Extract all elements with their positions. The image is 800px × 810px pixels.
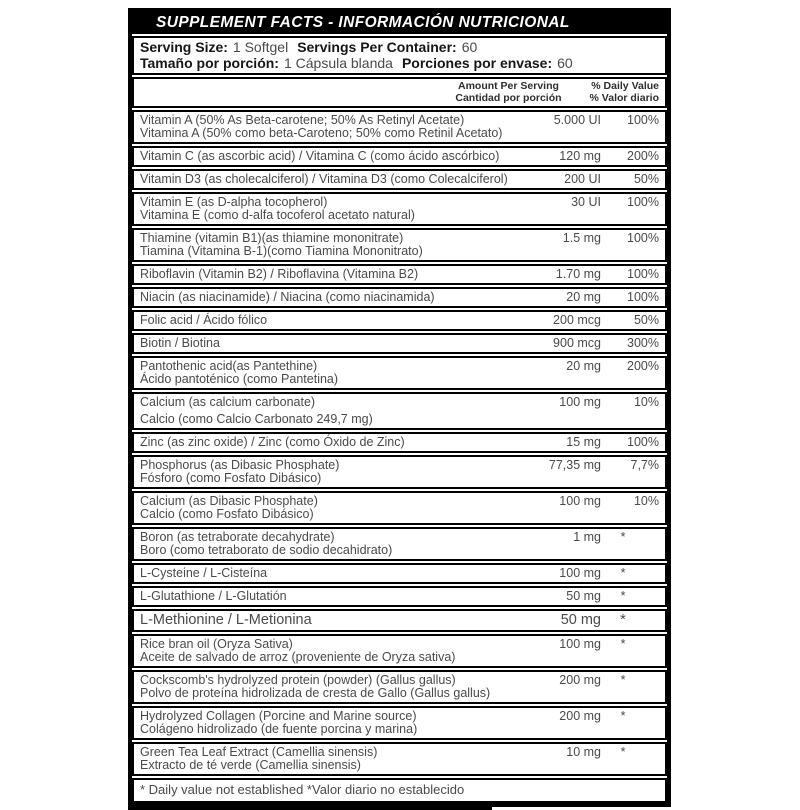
nutrient-name-line1: Vitamin D3 (as cholecalciferol) / Vitamina D3 (como Colecalciferol) bbox=[140, 172, 508, 186]
nutrient-row bbox=[132, 146, 667, 167]
nutrient-name-line1: Calcium (as Dibasic Phosphate) bbox=[140, 494, 318, 508]
nutrient-daily-value: 200% bbox=[627, 359, 659, 373]
nutrient-daily-value: 50% bbox=[633, 172, 659, 186]
nutrient-amount: 900 mcg bbox=[553, 336, 601, 350]
column-header-dv-en: % Daily Value bbox=[591, 80, 659, 92]
nutrient-name-line1: Vitamin C (as ascorbic acid) / Vitamina C (como ácido ascórbico) bbox=[140, 149, 500, 163]
nutrient-amount: 30 UI bbox=[571, 195, 601, 209]
nutrient-name-line1: Vitamin E (as D-alpha tocopherol) bbox=[140, 195, 328, 209]
nutrient-amount: 120 mg bbox=[559, 149, 601, 163]
nutrient-amount: 5.000 UI bbox=[553, 113, 601, 127]
nutrient-daily-value: * bbox=[620, 566, 626, 580]
column-header-amount-en: Amount Per Serving bbox=[457, 80, 559, 92]
nutrient-amount: 100 mg bbox=[559, 395, 601, 409]
nutrient-amount: 1 mg bbox=[573, 530, 601, 544]
nutrient-name-line2: Vitamina E (como d-alfa tocoferol acetato natural) bbox=[140, 208, 415, 222]
nutrient-name bbox=[140, 674, 523, 700]
nutrient-daily-value: * bbox=[620, 530, 626, 544]
nutrient-name bbox=[140, 196, 523, 222]
nutrient-daily-value: * bbox=[620, 637, 626, 651]
nutrient-amount: 100 mg bbox=[559, 566, 601, 580]
nutrient-row bbox=[132, 742, 667, 776]
nutrient-amount: 50 mg bbox=[566, 589, 601, 603]
nutrient-name-line1: Boron (as tetraborate decahydrate) bbox=[140, 530, 335, 544]
nutrient-name bbox=[140, 232, 523, 258]
nutrient-daily-value: 100% bbox=[627, 231, 659, 245]
nutrient-daily-value: * bbox=[620, 612, 626, 628]
nutrient-daily-value: * bbox=[620, 709, 626, 723]
servings-per-container-value-es: 60 bbox=[557, 54, 573, 71]
nutrient-row bbox=[132, 563, 667, 584]
nutrient-name bbox=[140, 567, 523, 580]
serving-size-value-en: 1 Softgel bbox=[232, 39, 289, 55]
nutrient-name-line1: Calcium (as calcium carbonate) bbox=[140, 395, 316, 409]
nutrient-name bbox=[140, 314, 523, 327]
nutrient-amount: 20 mg bbox=[566, 290, 601, 304]
nutrient-row bbox=[132, 169, 667, 190]
nutrient-amount: 15 mg bbox=[566, 435, 601, 449]
nutrient-name-line1: L-Glutathione / L-Glutatión bbox=[140, 589, 287, 603]
nutrient-amount: 10 mg bbox=[566, 745, 601, 759]
nutrient-name-line2: Calcio (como Fosfato Dibásico) bbox=[140, 507, 314, 521]
nutrient-row bbox=[132, 609, 667, 632]
nutrient-daily-value: 7,7% bbox=[630, 458, 659, 472]
nutrient-name bbox=[140, 436, 523, 449]
nutrient-name-line1: Rice bran oil (Oryza Sativa) bbox=[140, 637, 293, 651]
nutrient-name bbox=[140, 495, 523, 521]
nutrient-name bbox=[140, 531, 523, 557]
nutrient-amount: 200 UI bbox=[564, 172, 601, 186]
supplement-facts-label bbox=[128, 8, 671, 807]
column-header-amount bbox=[455, 81, 561, 104]
nutrient-row bbox=[132, 432, 667, 453]
nutrient-amount: 50 mg bbox=[560, 612, 601, 628]
nutrient-amount: 1.5 mg bbox=[562, 231, 601, 245]
nutrient-daily-value: 200% bbox=[627, 149, 659, 163]
nutrient-name bbox=[140, 590, 523, 603]
column-header-daily-value bbox=[590, 81, 659, 104]
serving-size-label-es: Tamaño por porción: bbox=[140, 54, 279, 71]
nutrient-name-line1: Niacin (as niacinamide) / Niacina (como niacinamida) bbox=[140, 290, 435, 304]
nutrient-amount: 100 mg bbox=[559, 494, 601, 508]
servings-per-container-label-en: Servings Per Container: bbox=[297, 39, 457, 55]
nutrient-row bbox=[132, 634, 667, 668]
nutrient-daily-value: * bbox=[620, 589, 626, 603]
serving-size-label-en: Serving Size: bbox=[140, 39, 228, 55]
nutrient-name-line1: Cockscomb's hydrolyzed protein (powder) (Gallus gallus) bbox=[140, 673, 456, 687]
nutrient-daily-value: 100% bbox=[627, 435, 659, 449]
nutrient-name bbox=[140, 613, 523, 628]
nutrient-daily-value: 100% bbox=[627, 113, 659, 127]
nutrient-row bbox=[132, 110, 667, 144]
column-header-amount-es: Cantidad por porción bbox=[455, 91, 562, 104]
nutrient-name-line1: Thiamine (vitamin B1)(as thiamine mononitrate) bbox=[140, 231, 404, 245]
nutrient-daily-value: 10% bbox=[633, 395, 659, 409]
nutrient-name bbox=[140, 150, 523, 163]
label-title: SUPPLEMENT FACTS - INFORMACIÓN NUTRICIONAL bbox=[132, 12, 667, 34]
nutrient-name-line2: Ácido pantoténico (como Pantetina) bbox=[140, 372, 339, 386]
nutrient-name-line2: Aceite de salvado de arroz (proveniente de Oryza sativa) bbox=[140, 650, 456, 664]
nutrient-name-line1: L-Cysteine / L-Cisteína bbox=[140, 566, 268, 580]
nutrient-amount: 1.70 mg bbox=[555, 267, 601, 281]
servings-per-container-label-es: Porciones por envase: bbox=[401, 54, 553, 71]
nutrient-name-line2: Extracto de té verde (Camellia sinensis) bbox=[140, 758, 361, 772]
nutrient-name bbox=[140, 291, 523, 304]
nutrient-row bbox=[132, 333, 667, 354]
nutrient-name-line1: L-Methionine / L-Metionina bbox=[140, 612, 312, 628]
nutrient-row bbox=[132, 310, 667, 331]
serving-info-box bbox=[132, 36, 667, 75]
nutrient-row bbox=[132, 287, 667, 308]
nutrient-daily-value: 10% bbox=[633, 494, 659, 508]
nutrient-daily-value: 100% bbox=[627, 290, 659, 304]
nutrient-amount: 200 mg bbox=[559, 709, 601, 723]
column-header-dv-es: % Valor diario bbox=[589, 91, 659, 104]
nutrient-name-line1: Zinc (as zinc oxide) / Zinc (como Óxido de Zinc) bbox=[140, 435, 405, 449]
nutrient-name-line2: Vitamina A (50% como beta-Caroteno; 50% como Retinil Acetato) bbox=[140, 126, 503, 140]
nutrient-daily-value: * bbox=[620, 745, 626, 759]
nutrient-amount: 200 mcg bbox=[553, 313, 601, 327]
nutrient-daily-value: 100% bbox=[627, 267, 659, 281]
serving-line-es bbox=[140, 56, 659, 72]
servings-per-container-value-en: 60 bbox=[461, 39, 478, 55]
nutrient-name bbox=[140, 710, 523, 736]
nutrient-name bbox=[140, 268, 523, 281]
nutrient-name-line1: Folic acid / Ácido fólico bbox=[140, 313, 268, 327]
nutrient-row bbox=[132, 527, 667, 561]
serving-line-en bbox=[140, 40, 659, 56]
nutrient-daily-value: 300% bbox=[627, 336, 659, 350]
nutrient-name-line1: Green Tea Leaf Extract (Camellia sinensis) bbox=[140, 745, 378, 759]
nutrient-name bbox=[140, 459, 523, 485]
nutrient-daily-value: * bbox=[620, 673, 626, 687]
nutrient-name bbox=[140, 746, 523, 772]
nutrient-row bbox=[132, 192, 667, 226]
nutrient-row bbox=[132, 586, 667, 607]
nutrient-row bbox=[132, 356, 667, 390]
nutrient-name bbox=[140, 114, 523, 140]
nutrient-name-line1: Vitamin A (50% As Beta-carotene; 50% As Retinyl Acetate) bbox=[140, 113, 465, 127]
nutrient-name-line1: Riboflavin (Vitamin B2) / Riboflavina (Vitamina B2) bbox=[140, 267, 419, 281]
nutrient-name-line1: Biotin / Biotina bbox=[140, 336, 220, 350]
nutrient-amount: 20 mg bbox=[566, 359, 601, 373]
nutrient-amount: 200 mg bbox=[559, 673, 601, 687]
nutrient-name-line2: Polvo de proteína hidrolizada de cresta de Gallo (Gallus gallus) bbox=[140, 686, 491, 700]
nutrient-name bbox=[140, 173, 523, 186]
nutrient-name-line2: Fósforo (como Fosfato Dibásico) bbox=[140, 471, 322, 485]
nutrient-name-line2: Tiamina (Vitamina B-1)(como Tiamina Mononitrato) bbox=[140, 244, 423, 258]
nutrient-name bbox=[140, 396, 523, 426]
label-bottom-edge bbox=[128, 804, 492, 810]
nutrient-row bbox=[132, 392, 667, 430]
nutrient-name bbox=[140, 638, 523, 664]
nutrient-amount: 77,35 mg bbox=[548, 458, 601, 472]
nutrient-name-line2: Calcio (como Calcio Carbonato 249,7 mg) bbox=[140, 412, 373, 426]
nutrient-name bbox=[140, 337, 523, 350]
nutrient-name-line1: Pantothenic acid(as Pantethine) bbox=[140, 359, 318, 373]
nutrient-name bbox=[140, 360, 523, 386]
nutrient-amount: 100 mg bbox=[559, 637, 601, 651]
nutrient-row bbox=[132, 264, 667, 285]
nutrient-row bbox=[132, 228, 667, 262]
column-headers-box bbox=[132, 77, 667, 108]
nutrient-name-line2: Colágeno hidrolizado (de fuente porcina y marina) bbox=[140, 722, 418, 736]
nutrient-name-line1: Phosphorus (as Dibasic Phosphate) bbox=[140, 458, 340, 472]
nutrient-row bbox=[132, 706, 667, 740]
nutrient-row bbox=[132, 455, 667, 489]
nutrient-row bbox=[132, 670, 667, 704]
nutrient-name-line2: Boro (como tetraborato de sodio decahidrato) bbox=[140, 543, 393, 557]
nutrient-daily-value: 50% bbox=[633, 313, 659, 327]
nutrient-daily-value: 100% bbox=[627, 195, 659, 209]
nutrient-name-line1: Hydrolyzed Collagen (Porcine and Marine source) bbox=[140, 709, 417, 723]
daily-value-footnote: * Daily value not established *Valor diario no establecido bbox=[132, 778, 667, 803]
serving-size-value-es: 1 Cápsula blanda bbox=[283, 54, 393, 71]
nutrient-row bbox=[132, 491, 667, 525]
